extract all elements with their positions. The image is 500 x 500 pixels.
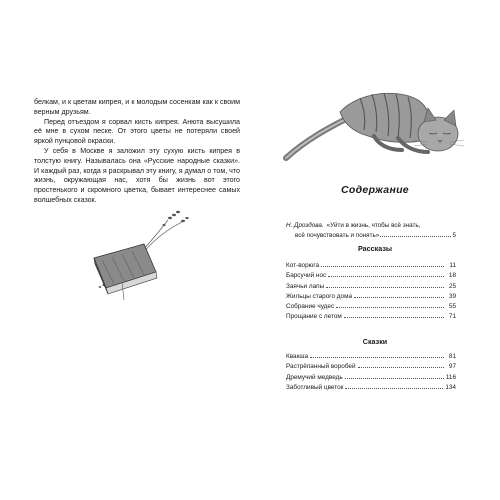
toc-leader-dots: [345, 378, 444, 379]
story-paragraph: У себя в Москве я заложил эту сухую кисть кипрея в толстую книгу. Называлась она «Русские народные сказки». И каждый раз, когда я раскрывал эту книгу, я думал о том, что жизнь, окружающая нас, хотя бы жизнь вот этого простенького и скромного цветка, бывает интереснее самых волшебных сказок.: [34, 146, 240, 204]
toc-leader-dots: [328, 276, 444, 277]
book-with-flower-illustration: [86, 208, 196, 303]
toc-intro-title-line1: «Уйти в жизнь, чтобы всё знать,: [326, 222, 421, 229]
toc-entry-page: 11: [449, 262, 456, 269]
toc-entry-title: Кот-ворюга: [286, 262, 320, 269]
section-title-tales: Сказки: [362, 337, 388, 346]
toc-leader-dots: [310, 357, 444, 358]
toc-entry: [286, 261, 456, 271]
toc-entry: [286, 302, 456, 312]
toc-entry-title: Заячьи лапы: [286, 282, 325, 290]
toc-entry-page: 25: [448, 282, 456, 290]
toc-leader-dots: [326, 287, 444, 288]
toc-entry-title: Барсучий нос: [286, 272, 327, 280]
toc-entry-page: 97: [448, 363, 456, 371]
toc-leader-dots: [344, 317, 444, 318]
toc-intro-page: 5: [452, 232, 456, 239]
toc-entry-title: Квакша: [286, 353, 309, 360]
toc-entry-page: 71: [448, 313, 456, 321]
story-paragraph: белкам, и к цветам кипрея, и к молодым сосенкам как к своим верным друзьям.: [34, 98, 240, 116]
toc-entry-page: 18: [448, 272, 456, 280]
toc-entry: [286, 373, 456, 383]
toc-entry-title: Жильцы старого дома: [286, 292, 353, 300]
toc-leader-dots: [354, 297, 444, 298]
toc-intro-title-line2: всё почувствовать и понять»: [295, 232, 380, 239]
toc-entry-title: Растрёпанный воробей: [286, 363, 356, 371]
toc-leader-dots: [380, 236, 451, 237]
section-title-stories: Рассказы: [357, 244, 393, 253]
toc-entry-page: 55: [448, 303, 456, 311]
toc-entry-title: Прощание с летом: [286, 313, 342, 321]
toc-entry: [286, 383, 456, 393]
toc-entry: [286, 352, 456, 362]
story-text: [34, 98, 240, 206]
toc-entry-page: 39: [448, 292, 456, 300]
toc-entry: [286, 362, 456, 372]
toc-entry: [286, 282, 456, 292]
sleeping-cat-illustration: [278, 78, 468, 170]
toc-leader-dots: [321, 266, 444, 267]
toc-leader-dots: [358, 367, 444, 368]
toc-intro-author: Н. Дроздова.: [286, 222, 324, 229]
toc-entry-page: 134: [445, 383, 456, 391]
toc-leader-dots: [336, 307, 444, 308]
toc-entry-title: Заботливый цветок: [286, 383, 344, 391]
toc-intro-entry: [286, 221, 456, 241]
toc-entry: [286, 312, 456, 322]
toc-entry-title: Дремучий медведь: [286, 373, 343, 381]
toc-entry-title: Собрание чудес: [286, 303, 335, 311]
toc-list-tales: [286, 352, 456, 393]
toc-title: Содержание: [341, 184, 409, 196]
toc-entry: [286, 292, 456, 302]
story-paragraph: Перед отъездом я сорвал кисть кипрея. Анюта высушила её мне в сухом песке. От этого цветы не потеряли своей яркой пунцовой окраски.: [34, 117, 240, 146]
toc-entry-page: 81: [448, 353, 456, 360]
toc-entry: [286, 271, 456, 281]
toc-leader-dots: [345, 388, 443, 389]
toc-list-stories: [286, 261, 456, 323]
toc-entry-page: 116: [445, 373, 456, 381]
